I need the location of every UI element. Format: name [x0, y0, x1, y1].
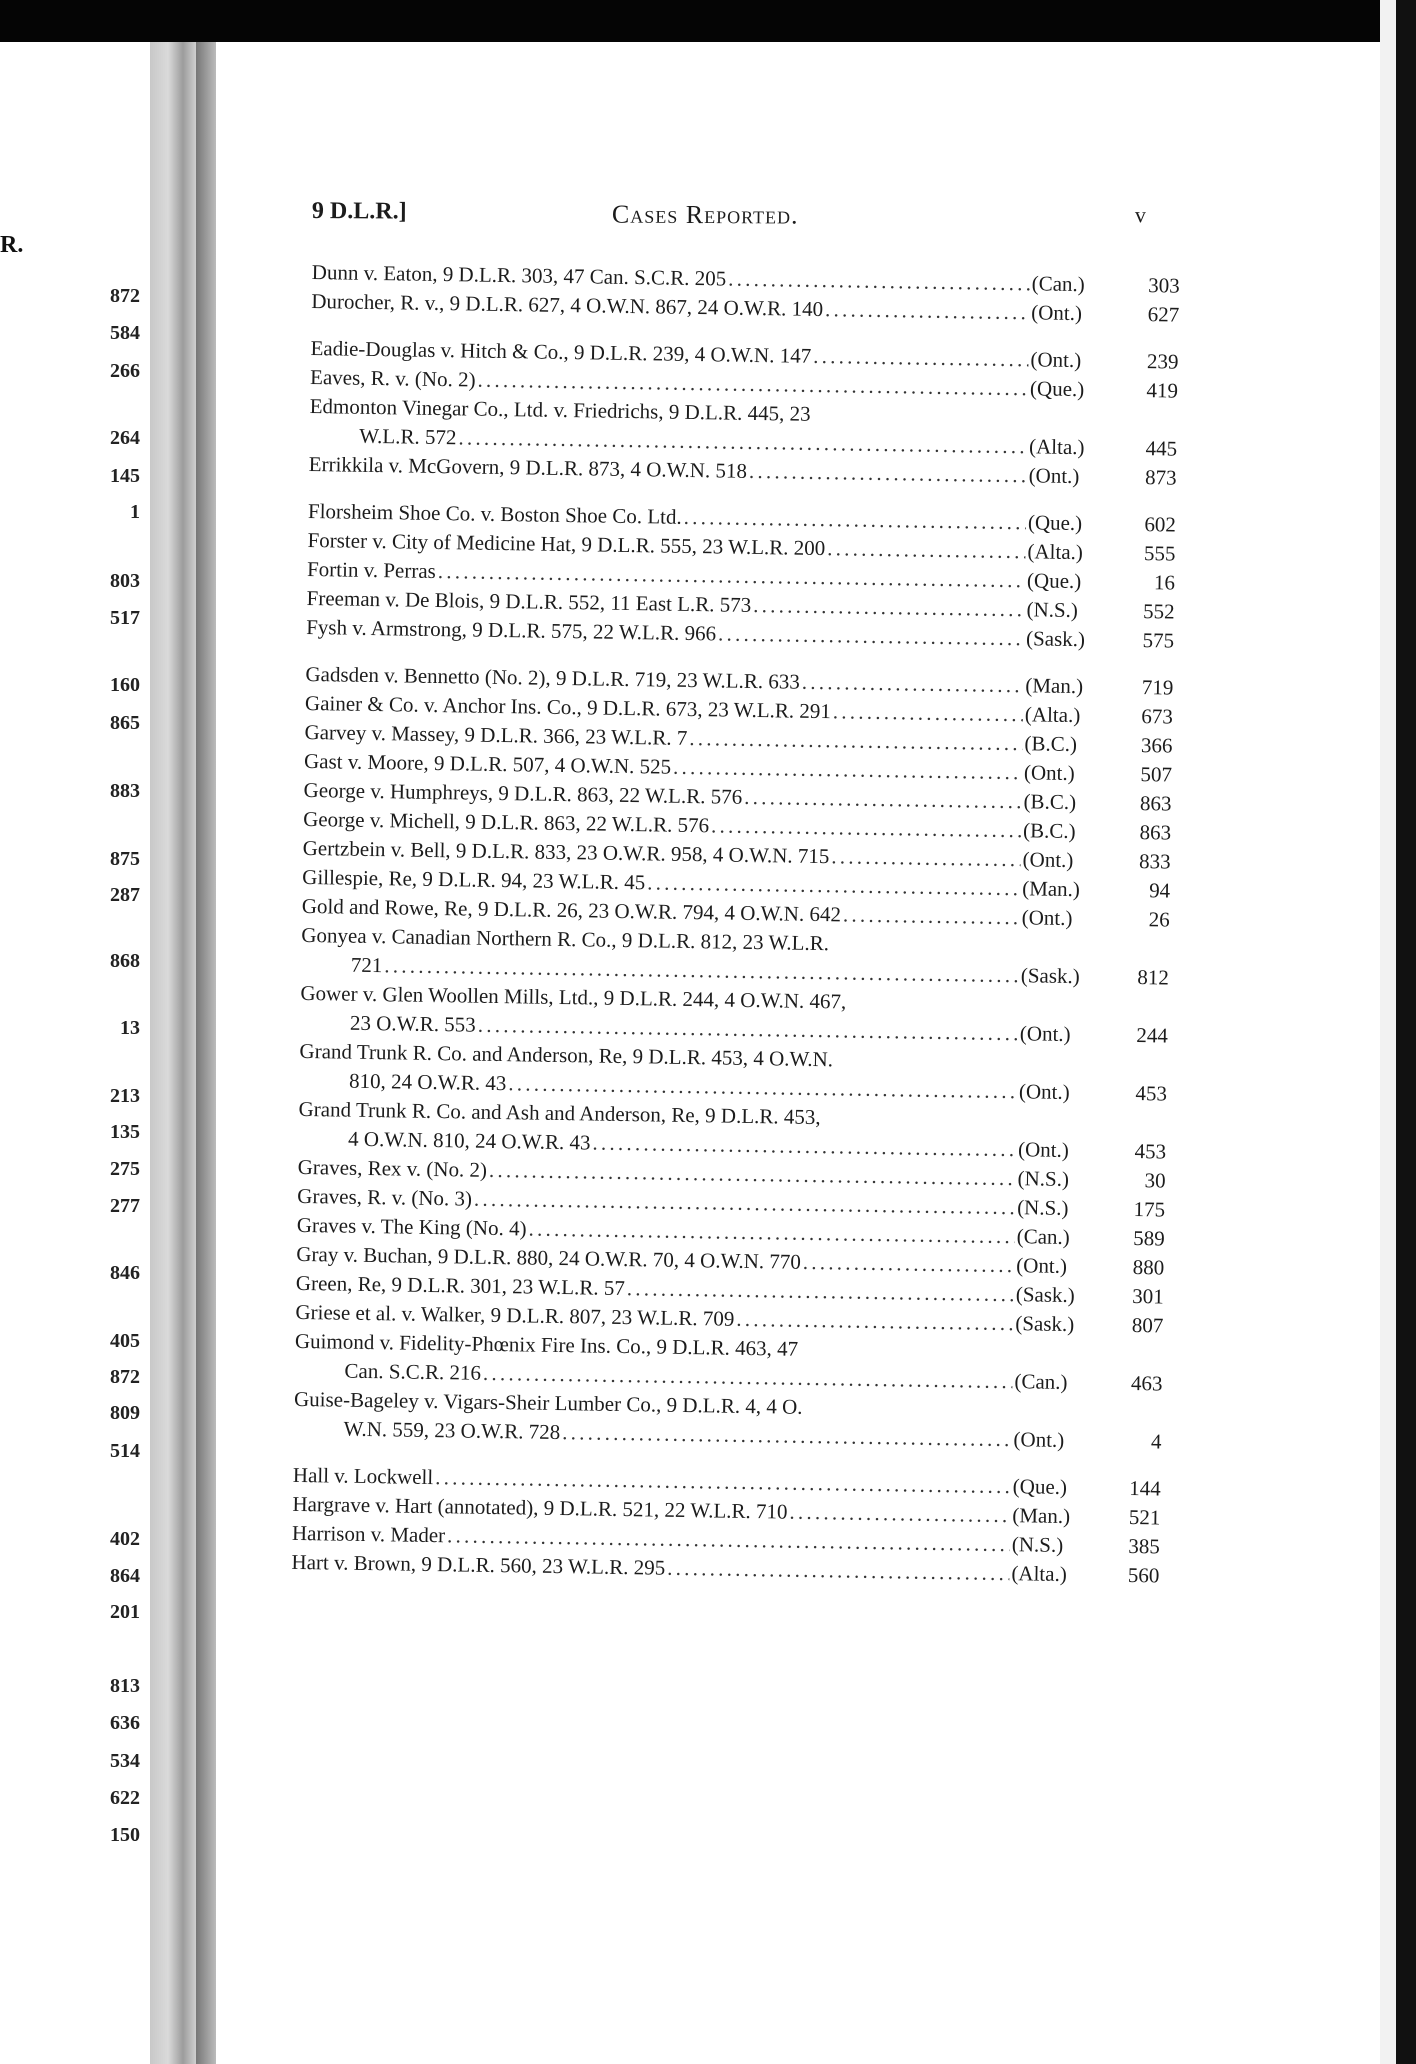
dot-leader: [802, 668, 1024, 700]
court-abbreviation: (Alta.): [1028, 434, 1085, 460]
facing-page-number: 277: [110, 1195, 140, 1217]
court-abbreviation: (B.C.): [1023, 789, 1077, 815]
page-reference: 880: [1132, 1255, 1165, 1280]
dot-leader: [803, 1248, 1015, 1280]
court-abbreviation: (Que.): [1027, 510, 1083, 536]
facing-page-number: 846: [110, 1262, 140, 1284]
page-reference: 589: [1133, 1226, 1165, 1251]
case-citation-continued: 810, 24 O.W.R. 43: [348, 1068, 507, 1096]
page-reference: 555: [1143, 541, 1176, 566]
running-head: [312, 198, 1154, 238]
page-reference: 507: [1140, 762, 1173, 787]
court-abbreviation: (Que.): [1026, 568, 1082, 594]
facing-page-number: 145: [110, 465, 140, 487]
court-abbreviation: (Ont.): [1017, 1137, 1070, 1162]
court-abbreviation: (Man.): [1021, 876, 1081, 902]
facing-page-number: 514: [110, 1440, 140, 1462]
case-name: George v. Humphreys, 9 D.L.R. 863, 22 W.L.R. 576: [303, 777, 743, 809]
gutter-shadow: [196, 42, 216, 2064]
case-citation-continued: W.N. 559, 23 O.W.R. 728: [343, 1416, 561, 1445]
case-citation-continued: Can. S.C.R. 216: [344, 1358, 482, 1385]
page-reference: 873: [1144, 465, 1177, 490]
page-reference: 301: [1132, 1284, 1164, 1309]
case-list: [291, 258, 1180, 1590]
facing-page: [0, 42, 150, 2064]
court-abbreviation: (Ont.): [1022, 847, 1074, 873]
page-reference: 833: [1138, 849, 1171, 874]
dot-leader: [667, 1554, 1010, 1588]
facing-page-number: 584: [110, 322, 140, 344]
facing-page-number: 266: [110, 360, 140, 382]
facing-page-number: 275: [110, 1158, 140, 1180]
facing-page-number: 150: [110, 1824, 140, 1846]
case-name: Garvey v. Massey, 9 D.L.R. 366, 23 W.L.R. 7: [304, 719, 688, 750]
page-reference: 627: [1147, 302, 1180, 327]
facing-page-number: 287: [110, 884, 140, 906]
case-name: Gray v. Buchan, 9 D.L.R. 880, 24 O.W.R. 70, 4 O.W.N. 770: [296, 1241, 802, 1274]
case-name: Edmonton Vinegar Co., Ltd. v. Friedrichs, 9 D.L.R. 445, 23: [309, 393, 811, 426]
case-name: Forster v. City of Medicine Hat, 9 D.L.R. 555, 23 W.L.R. 200: [307, 527, 826, 561]
page-reference: 863: [1139, 820, 1172, 845]
case-name: Hargrave v. Hart (annotated), 9 D.L.R. 521, 22 W.L.R. 710: [292, 1491, 788, 1524]
dot-leader: [753, 591, 1025, 624]
facing-page-number: 813: [110, 1675, 140, 1697]
court-abbreviation: (Ont.): [1031, 300, 1083, 326]
case-citation-continued: W.L.R. 572: [359, 423, 457, 450]
court-abbreviation: (Alta.): [1027, 539, 1084, 565]
facing-page-number: 864: [110, 1565, 140, 1587]
scan-right-edge: [1396, 0, 1416, 2064]
page-reference: 602: [1144, 512, 1177, 537]
dot-leader: [736, 1305, 1013, 1338]
facing-page-number: 405: [110, 1330, 140, 1352]
court-abbreviation: (Ont.): [1019, 1021, 1071, 1047]
case-name: Errikkila v. McGovern, 9 D.L.R. 873, 4 O.W.N. 518: [308, 451, 748, 483]
facing-page-number: 517: [110, 607, 140, 629]
case-name: Freeman v. De Blois, 9 D.L.R. 552, 11 East L.R. 573: [306, 585, 752, 617]
court-abbreviation: (N.S.): [1026, 597, 1079, 623]
case-name: Dunn v. Eaton, 9 D.L.R. 303, 47 Can. S.C.R. 205: [311, 259, 727, 291]
case-name: Florsheim Shoe Co. v. Boston Shoe Co. Ltd.: [307, 498, 682, 529]
page-reference: 94: [1148, 878, 1171, 903]
dot-leader: [827, 534, 1026, 566]
case-name: Graves, R. v. (No. 3): [297, 1183, 473, 1211]
case-citation-continued: 23 O.W.R. 553: [349, 1010, 476, 1037]
case-name: Green, Re, 9 D.L.R. 301, 23 W.L.R. 57: [295, 1270, 626, 1301]
case-name: Gainer & Co. v. Anchor Ins. Co., 9 D.L.R. 673, 23 W.L.R. 291: [304, 690, 832, 724]
court-abbreviation: (Ont.): [1021, 905, 1073, 931]
page-number: v: [1134, 202, 1146, 228]
page-reference: 366: [1140, 733, 1173, 758]
case-name: Grand Trunk R. Co. and Anderson, Re, 9 D.L.R. 453, 4 O.W.N.: [299, 1038, 834, 1072]
court-abbreviation: (B.C.): [1022, 818, 1076, 844]
court-abbreviation: (Sask.): [1015, 1282, 1075, 1308]
page-reference: 26: [1148, 907, 1170, 932]
page-reference: 807: [1131, 1313, 1164, 1338]
facing-page-number: 636: [110, 1712, 140, 1734]
page-reference: 560: [1127, 1562, 1160, 1588]
facing-page-number: 872: [110, 285, 140, 307]
page-reference: 863: [1139, 791, 1172, 816]
court-abbreviation: (B.C.): [1024, 731, 1078, 757]
dot-leader: [789, 1498, 1010, 1530]
case-name: Fortin v. Perras: [306, 556, 437, 583]
court-abbreviation: (Ont.): [1028, 463, 1080, 489]
case-name: Hall v. Lockwell: [292, 1462, 434, 1490]
court-abbreviation: (Ont.): [1018, 1079, 1070, 1105]
case-name: Gold and Rowe, Re, 9 D.L.R. 26, 23 O.W.R. 794, 4 O.W.N. 642: [301, 893, 842, 927]
facing-page-number: 264: [110, 427, 140, 449]
facing-page-number: 13: [120, 1017, 140, 1039]
court-abbreviation: (Man.): [1012, 1503, 1071, 1529]
facing-page-number: 865: [110, 712, 140, 734]
case-name: Graves, Rex v. (No. 2): [297, 1154, 488, 1182]
court-abbreviation: (Alta.): [1024, 702, 1081, 728]
dot-leader: [744, 783, 1022, 816]
court-abbreviation: (N.S.): [1017, 1166, 1070, 1192]
dot-leader: [831, 842, 1021, 874]
page-reference: 673: [1141, 704, 1174, 729]
dot-leader: [749, 457, 1027, 490]
page-reference: 16: [1153, 570, 1176, 595]
facing-page-number: 160: [110, 674, 140, 696]
case-name: Gast v. Moore, 9 D.L.R. 507, 4 O.W.N. 525: [303, 748, 672, 779]
case-name: Gertzbein v. Bell, 9 D.L.R. 833, 23 O.W.R. 958, 4 O.W.N. 715: [302, 835, 830, 869]
case-name: Guise-Bageley v. Vigars-Sheir Lumber Co., 9 D.L.R. 4, 4 O.: [293, 1386, 803, 1419]
facing-page-number: 534: [110, 1750, 140, 1772]
court-abbreviation: (Can.): [1014, 1369, 1068, 1395]
case-name: Fysh v. Armstrong, 9 D.L.R. 575, 22 W.L.R. 966: [306, 614, 717, 646]
case-name: George v. Michell, 9 D.L.R. 863, 22 W.L.R. 576: [302, 806, 710, 838]
page-reference: 4: [1150, 1429, 1162, 1454]
page-reference: 419: [1146, 378, 1179, 403]
dot-leader: [562, 1418, 1012, 1454]
volume-label: 9 D.L.R.]: [311, 198, 407, 225]
court-abbreviation: (Ont.): [1013, 1427, 1065, 1452]
court-abbreviation: (N.S.): [1011, 1532, 1064, 1557]
page-reference: 144: [1129, 1475, 1161, 1501]
case-name: Grand Trunk R. Co. and Ash and Anderson, Re, 9 D.L.R. 453,: [298, 1096, 821, 1130]
page-reference: 453: [1135, 1081, 1168, 1106]
page-reference: 239: [1146, 349, 1179, 374]
facing-page-number: 213: [110, 1085, 140, 1107]
page-reference: 812: [1137, 965, 1169, 990]
case-name: Gower v. Glen Woollen Mills, Ltd., 9 D.L.R. 244, 4 O.W.N. 467,: [300, 980, 847, 1014]
case-citation-continued: 4 O.W.N. 810, 24 O.W.R. 43: [347, 1126, 591, 1155]
page-reference: 453: [1134, 1139, 1167, 1164]
facing-page-number: 135: [110, 1121, 140, 1143]
court-abbreviation: (Can.): [1031, 271, 1085, 297]
dot-leader: [833, 697, 1023, 729]
facing-page-header: R.: [0, 232, 24, 258]
page-reference: 244: [1136, 1023, 1169, 1048]
facing-page-number: 872: [110, 1366, 140, 1388]
case-name: Gillespie, Re, 9 D.L.R. 94, 23 W.L.R. 45: [302, 864, 646, 895]
court-abbreviation: (Ont.): [1016, 1253, 1068, 1278]
facing-page-number: 883: [110, 780, 140, 802]
facing-page-number: 402: [110, 1528, 140, 1550]
page-title: Cases Reported.: [611, 199, 799, 230]
dot-leader: [718, 619, 1024, 653]
case-name: Gonyea v. Canadian Northern R. Co., 9 D.L.R. 812, 23 W.L.R.: [301, 922, 830, 956]
page-reference: 175: [1133, 1197, 1166, 1222]
case-entry: [293, 1385, 1162, 1457]
court-abbreviation: (Que.): [1029, 376, 1085, 402]
facing-page-number: 868: [110, 950, 140, 972]
case-name: Harrison v. Mader: [291, 1520, 446, 1548]
case-name: Eaves, R. v. (No. 2): [309, 364, 476, 392]
court-abbreviation: (Man.): [1025, 673, 1084, 699]
case-citation-continued: 721: [350, 952, 383, 978]
page-reference: 463: [1130, 1371, 1163, 1396]
page-reference: 385: [1128, 1533, 1161, 1559]
case-name: Hart v. Brown, 9 D.L.R. 560, 23 W.L.R. 295: [291, 1549, 666, 1580]
dot-leader: [843, 900, 1020, 932]
case-name: Guimond v. Fidelity-Phœnix Fire Ins. Co., 9 D.L.R. 463, 47: [294, 1328, 799, 1361]
case-name: Griese et al. v. Walker, 9 D.L.R. 807, 23 W.L.R. 709: [295, 1299, 735, 1331]
case-name: Eadie-Douglas v. Hitch & Co., 9 D.L.R. 239, 4 O.W.N. 147: [310, 335, 812, 368]
case-name: Graves v. The King (No. 4): [296, 1212, 527, 1241]
case-name: Gadsden v. Bennetto (No. 2), 9 D.L.R. 719, 23 W.L.R. 633: [305, 661, 801, 694]
page-reference: 521: [1128, 1504, 1161, 1530]
facing-page-number: 201: [110, 1601, 140, 1623]
facing-page-number: 1: [130, 501, 140, 523]
facing-page-number: 803: [110, 570, 140, 592]
facing-page-number: 809: [110, 1402, 140, 1424]
page-reference: 552: [1142, 599, 1175, 624]
court-abbreviation: (Sask.): [1015, 1311, 1075, 1337]
court-abbreviation: (Sask.): [1025, 626, 1086, 652]
dot-leader: [825, 295, 1030, 327]
dot-leader: [813, 342, 1029, 374]
dot-leader: [728, 265, 1030, 299]
case-name: Durocher, R. v., 9 D.L.R. 627, 4 O.W.N. 867, 24 O.W.R. 140: [311, 288, 824, 322]
court-abbreviation: (Ont.): [1023, 760, 1075, 786]
court-abbreviation: (N.S.): [1016, 1195, 1069, 1220]
court-abbreviation: (Que.): [1012, 1474, 1068, 1500]
court-abbreviation: (Ont.): [1030, 347, 1082, 373]
page-reference: 719: [1141, 675, 1174, 700]
court-abbreviation: (Can.): [1016, 1224, 1070, 1250]
court-abbreviation: (Alta.): [1011, 1561, 1068, 1587]
page-reference: 303: [1147, 273, 1180, 298]
facing-page-number: 622: [110, 1787, 140, 1809]
court-abbreviation: (Sask.): [1020, 963, 1080, 989]
page-reference: 30: [1144, 1168, 1166, 1193]
page-reference: 445: [1145, 436, 1178, 461]
facing-page-number: 875: [110, 848, 140, 870]
page-reference: 575: [1142, 628, 1175, 653]
scan-top-edge: [0, 0, 1416, 42]
